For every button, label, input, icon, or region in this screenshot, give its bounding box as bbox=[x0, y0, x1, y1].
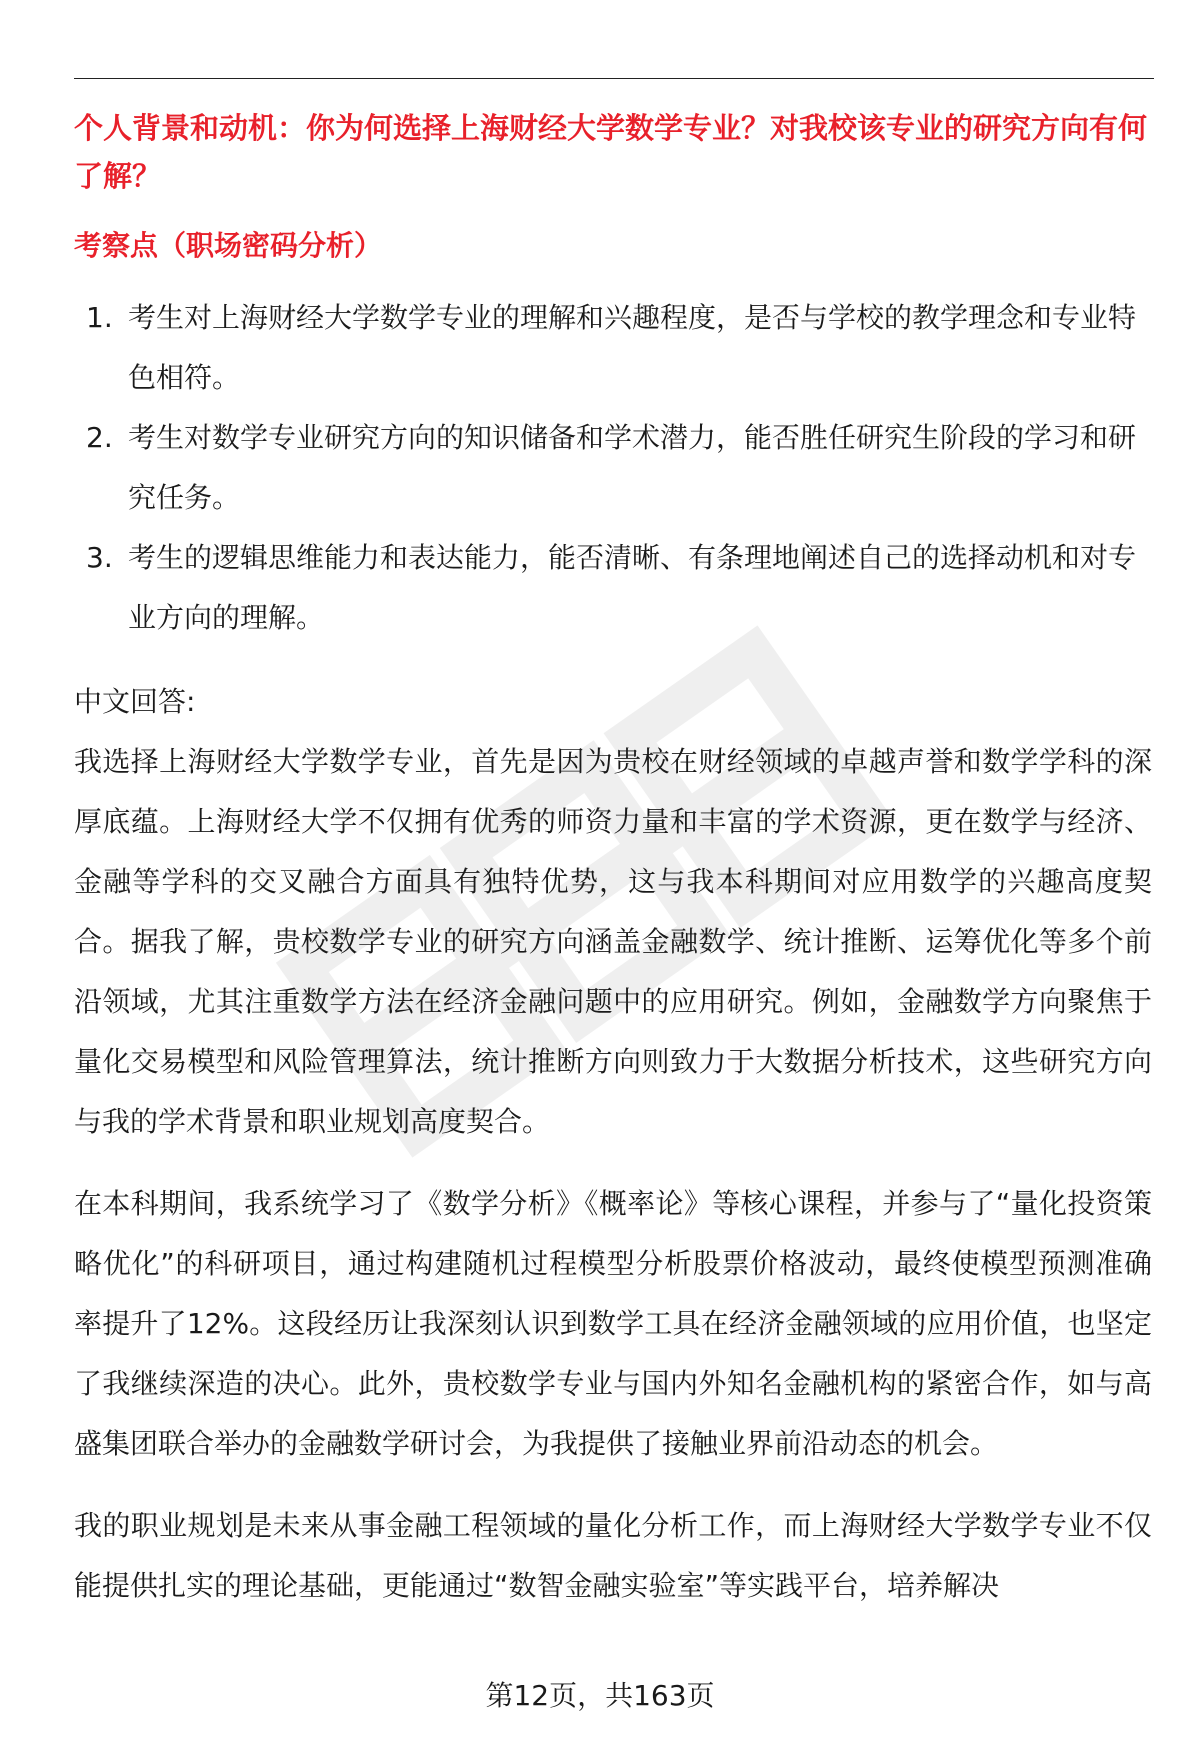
list-item bbox=[74, 528, 1152, 648]
list-item-text: 考生对上海财经大学数学专业的理解和兴趣程度，是否与学校的教学理念和专业特色相符。 bbox=[128, 301, 1137, 394]
answer-paragraph: 在本科期间，我系统学习了《数学分析》《概率论》等核心课程，并参与了“量化投资策略优化”的科研项目，通过构建随机过程模型分析股票价格波动，最终使模型预测准确率提升了12%。这段经历让我深刻认识到数学工具在经济金融领域的应用价值，也坚定了我继续深造的决心。此外，贵校数学专业与国内外知名金融机构的紧密合作，如与高盛集团联合举办的金融数学研讨会，为我提供了接触业界前沿动态的机会。 bbox=[74, 1187, 1152, 1460]
list-item bbox=[74, 408, 1152, 528]
header-rule bbox=[74, 78, 1154, 79]
answer-paragraph: 我的职业规划是未来从事金融工程领域的量化分析工作，而上海财经大学数学专业不仅能提供扎实的理论基础，更能通过“数智金融实验室”等实践平台，培养解决 bbox=[74, 1509, 1152, 1602]
list-item bbox=[74, 288, 1152, 408]
assessment-points-heading: 考察点（职场密码分析） bbox=[74, 229, 383, 262]
question-heading: 个人背景和动机：你为何选择上海财经大学数学专业？对我校该专业的研究方向有何了解？ bbox=[74, 111, 1148, 193]
answer-paragraph: 我选择上海财经大学数学专业，首先是因为贵校在财经领域的卓越声誉和数学学科的深厚底蕴。上海财经大学不仅拥有优秀的师资力量和丰富的学术资源，更在数学与经济、金融等学科的交叉融合方面具有独特优势，这与我本科期间对应用数学的兴趣高度契合。据我了解，贵校数学专业的研究方向涵盖金融数学、统计推断、运筹优化等多个前沿领域，尤其注重数学方法在经济金融问题中的应用研究。例如，金融数学方向聚焦于量化交易模型和风险管理算法，统计推断方向则致力于大数据分析技术，这些研究方向与我的学术背景和职业规划高度契合。 bbox=[74, 745, 1152, 1138]
list-item-number: 2. bbox=[86, 421, 113, 454]
list-item-text: 考生的逻辑思维能力和表达能力，能否清晰、有条理地阐述自己的选择动机和对专业方向的理解。 bbox=[128, 541, 1137, 634]
answer-label: 中文回答: bbox=[74, 685, 196, 718]
document-body bbox=[74, 104, 1152, 1616]
page-number-footer: 第12页，共163页 bbox=[485, 1679, 715, 1712]
list-item-number: 3. bbox=[86, 541, 113, 574]
assessment-points-list bbox=[74, 288, 1152, 648]
list-item-text: 考生对数学专业研究方向的知识储备和学术潜力，能否胜任研究生阶段的学习和研究任务。 bbox=[128, 421, 1137, 514]
list-item-number: 1. bbox=[86, 301, 113, 334]
